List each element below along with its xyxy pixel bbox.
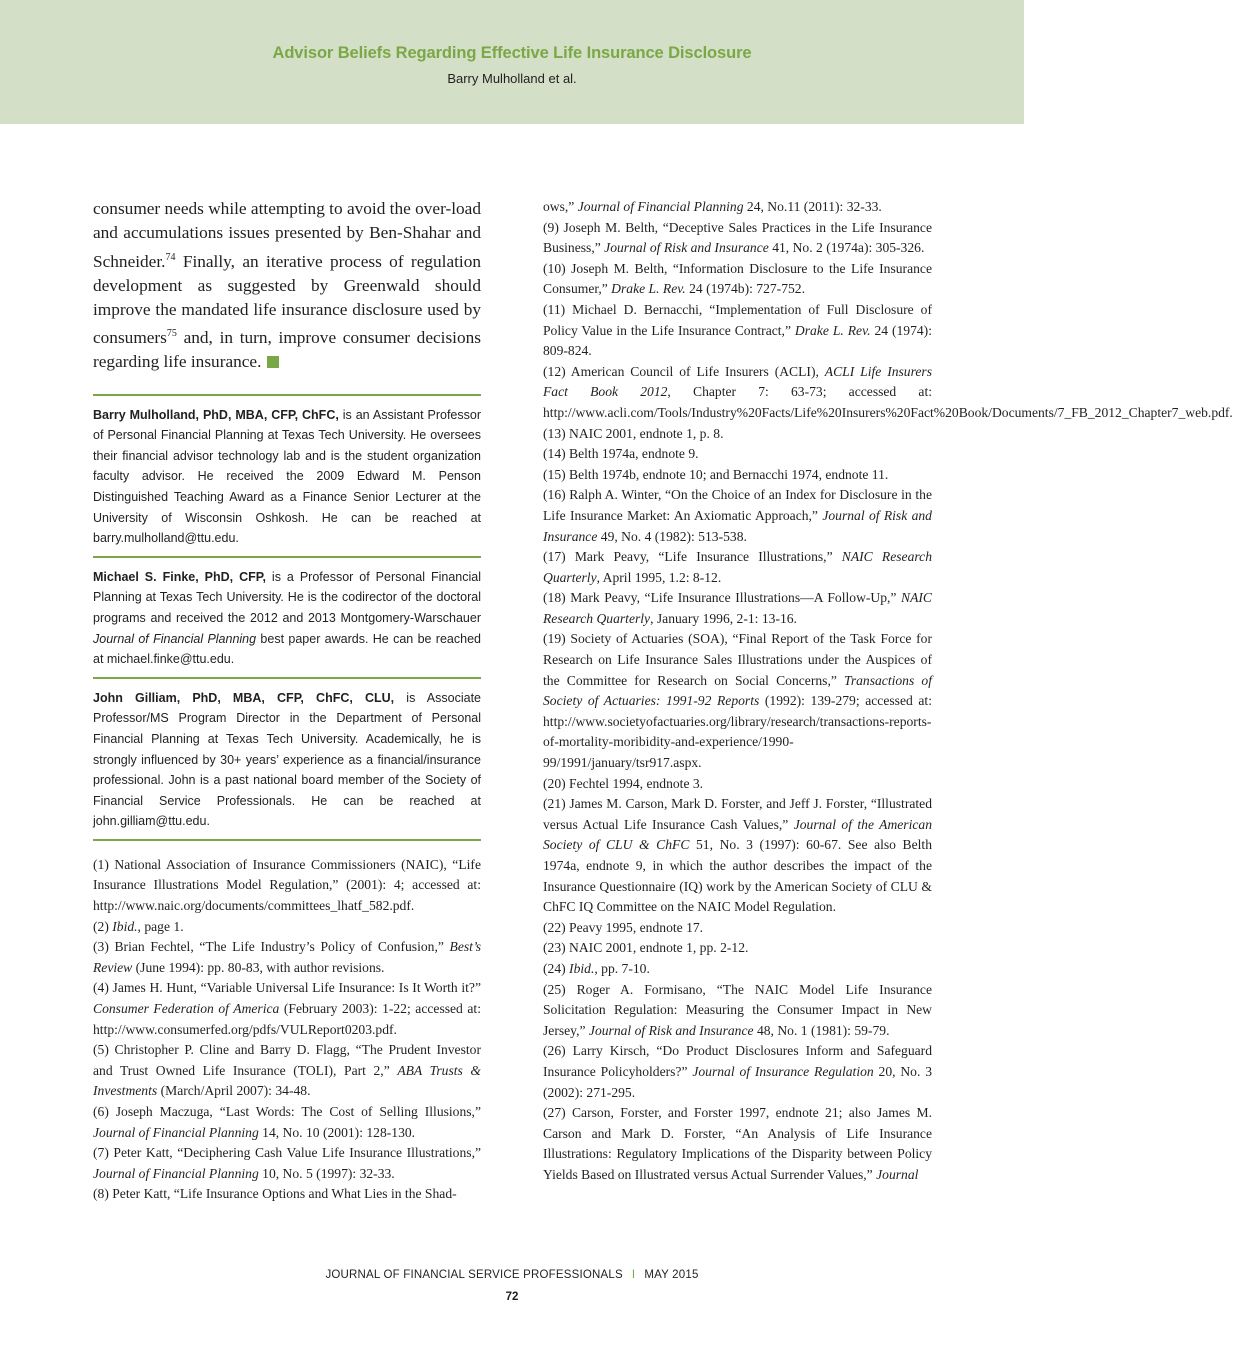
endnote-item: (19) Society of Actuaries (SOA), “Final Report of the Task Force for Research on Life Insurance Sales Illustrations under the Auspices of the Committee for Research on Social Concerns,” Transactions of Society of Actuaries: 1991-92 Reports (1992): 139-279; accessed at: http://www.societyofactuaries.org/library/research/transactions-reports-of-mortality-moribidity-and-experience/1990-99/1991/january/tsr917.aspx. (543, 631, 932, 771)
divider (93, 839, 481, 841)
endnote-item: (12) American Council of Life Insurers (ACLI), ACLI Life Insurers Fact Book 2012, Chapter 7: 63-73; accessed at: http://www.acli.com/Tools/Industry%20Facts/Life%20Insurers%20Fact%20Book/Documents/7_FB_2012_Chapter7_web.pdf. (543, 363, 1233, 420)
endnote-item: (11) Michael D. Bernacchi, “Implementation of Full Disclosure of Policy Value in the Life Insurance Contract,” Drake L. Rev. 24 (1974): 809-824. (543, 301, 932, 359)
end-of-article-mark (267, 356, 279, 368)
endnote-item: (24) Ibid., pp. 7-10. (543, 960, 650, 976)
endnote-item: ows,” Journal of Financial Planning 24, No.11 (2011): 32-33. (543, 199, 882, 214)
article-title: Advisor Beliefs Regarding Effective Life Insurance Disclosure (272, 44, 752, 62)
endnote-item: (20) Fechtel 1994, endnote 3. (543, 775, 704, 791)
endnote-item: (27) Carson, Forster, and Forster 1997, endnote 21; also James M. Carson and Mark D. Forster, “An Analysis of Life Insurance Illustrations: Regulatory Implications of the Disparity between Policy Yields Based on Illustrated versus Actual Surrender Values,” Journal (543, 1105, 932, 1182)
endnote-item: (22) Peavy 1995, endnote 17. (543, 919, 704, 935)
journal-name: JOURNAL OF FINANCIAL SERVICE PROFESSIONALS (325, 1269, 623, 1281)
footnote-ref: 75 (166, 328, 177, 340)
endnote-item: (17) Mark Peavy, “Life Insurance Illustrations,” NAIC Research Quarterly, April 1995, 1.2: 8-12. (543, 549, 932, 585)
left-column (93, 197, 481, 1205)
endnote-item: (7) Peter Katt, “Deciphering Cash Value Life Insurance Illustrations,” Journal of Financial Planning 10, No. 5 (1997): 32-33. (93, 1145, 481, 1181)
issue-date: MAY 2015 (644, 1269, 699, 1281)
endnote-item: (26) Larry Kirsch, “Do Product Disclosures Inform and Safeguard Insurance Policyholders?” Journal of Insurance Regulation 20, No. 3 (2002): 271-295. (543, 1043, 932, 1100)
endnote-item: (6) Joseph Maczuga, “Last Words: The Cost of Selling Illusions,” Journal of Financial Planning 14, No. 10 (2001): 128-130. (93, 1104, 481, 1140)
page-number: 72 (505, 1291, 519, 1303)
endnote-item: (1) National Association of Insurance Commissioners (NAIC), “Life Insurance Illustrations Model Regulation,” (2001): 4; accessed at: http://www.naic.org/documents/committees_lhatf_582.pdf. (93, 856, 481, 914)
endnote-item: (8) Peter Katt, “Life Insurance Options and What Lies in the Shad- (93, 1186, 457, 1202)
endnote-item: (13) NAIC 2001, endnote 1, p. 8. (543, 425, 724, 441)
endnotes-list (93, 855, 481, 1205)
author-bio: Michael S. Finke, PhD, CFP, is a Professor of Personal Financial Planning at Texas Tech University. He is the codirector of the doctoral programs and received the 2012 and 2013 Montgomery-Warschauer Journal of Financial Planning best paper awards. He can be reached at michael.finke@ttu.edu. (93, 569, 481, 667)
endnote-item: (18) Mark Peavy, “Life Insurance Illustrations—A Follow-Up,” NAIC Research Quarterly, January 1996, 2-1: 13-16. (543, 590, 932, 626)
author-bio: Barry Mulholland, PhD, MBA, CFP, ChFC, is an Assistant Professor of Personal Financial Planning at Texas Tech University. He oversees their financial advisor technology lab and is the student organization faculty advisor. He received the 2009 Edward M. Penson Distinguished Teaching Award as a Finance Senior Lecturer at the University of Wisconsin Oshkosh. He can be reached at barry.mulholland@ttu.edu. (93, 407, 481, 546)
footnote-ref: 74 (165, 251, 176, 263)
article-author: Barry Mulholland et al. (447, 71, 577, 86)
body-paragraph: consumer needs while attempting to avoid the over-load and accumulations issues presented by Ben-Shahar and Schneider.$^{74}$ Finally, an iterative process of regulation development as suggested by Greenwald should improve the mandated life insurance disclosure used by consumers$^{75}$ and, in turn, improve consumer decisions regarding life insurance. (93, 199, 481, 372)
endnote-item: (25) Roger A. Formisano, “The NAIC Model Life Insurance Solicitation Regulation: Measuring the Consumer Impact in New Jersey,” Journal of Risk and Insurance 48, No. 1 (1981): 59-79. (543, 981, 932, 1038)
endnote-item: (23) NAIC 2001, endnote 1, pp. 2-12. (543, 940, 749, 956)
endnote-item: (4) James H. Hunt, “Variable Universal Life Insurance: Is It Worth it?” Consumer Federation of America (February 2003): 1-22; accessed at: http://www.consumerfed.org/pdfs/VULReport0203.pdf. (93, 980, 481, 1037)
right-column (543, 197, 1233, 1186)
endnote-item: (3) Brian Fechtel, “The Life Industry’s Policy of Confusion,” Best’s Review (June 1994): pp. 80-83, with author revisions. (93, 939, 481, 975)
endnote-item: (21) James M. Carson, Mark D. Forster, and Jeff J. Forster, “Illustrated versus Actual Life Insurance Cash Values,” Journal of the American Society of CLU & ChFC 51, No. 3 (1997): 60-67. See also Belth 1974a, endnote 9, in which the author describes the impact of the Insurance Questionnaire (IQ) work by the American Society of CLU & ChFC IQ Committee on the NAIC Model Regulation. (543, 796, 932, 915)
endnotes-list (543, 197, 1233, 1186)
endnote-item: (10) Joseph M. Belth, “Information Disclosure to the Life Insurance Consumer,” Drake L. Rev. 24 (1974b): 727-752. (543, 260, 932, 297)
endnote-item: (16) Ralph A. Winter, “On the Choice of an Index for Disclosure in the Life Insurance Market: An Axiomatic Approach,” Journal of Risk and Insurance 49, No. 4 (1982): 513-538. (543, 487, 932, 544)
endnote-item: (14) Belth 1974a, endnote 9. (543, 446, 699, 462)
endnote-item: (2) Ibid., page 1. (93, 918, 184, 934)
author-bio: John Gilliam, PhD, MBA, CFP, ChFC, CLU, is Associate Professor/MS Program Director in the Department of Personal Financial Planning at Texas Tech University. Academically, he is strongly influenced by 30+ years’ experience as a financial/insurance professional. John is a past national board member of the Society of Financial Service Professionals. He can be reached at john.gilliam@ttu.edu. (93, 690, 481, 829)
footer-separator: I (631, 1269, 636, 1281)
page-header (0, 0, 1024, 124)
page-footer (0, 1269, 1024, 1281)
endnote-item: (9) Joseph M. Belth, “Deceptive Sales Practices in the Life Insurance Business,” Journal of Risk and Insurance 41, No. 2 (1974a): 305-326. (543, 219, 932, 256)
endnote-item: (15) Belth 1974b, endnote 10; and Bernacchi 1974, endnote 11. (543, 466, 889, 482)
endnote-item: (5) Christopher P. Cline and Barry D. Flagg, “The Prudent Investor and Trust Owned Life Insurance (TOLI), Part 2,” ABA Trusts & Investments (March/April 2007): 34-48. (93, 1042, 481, 1099)
